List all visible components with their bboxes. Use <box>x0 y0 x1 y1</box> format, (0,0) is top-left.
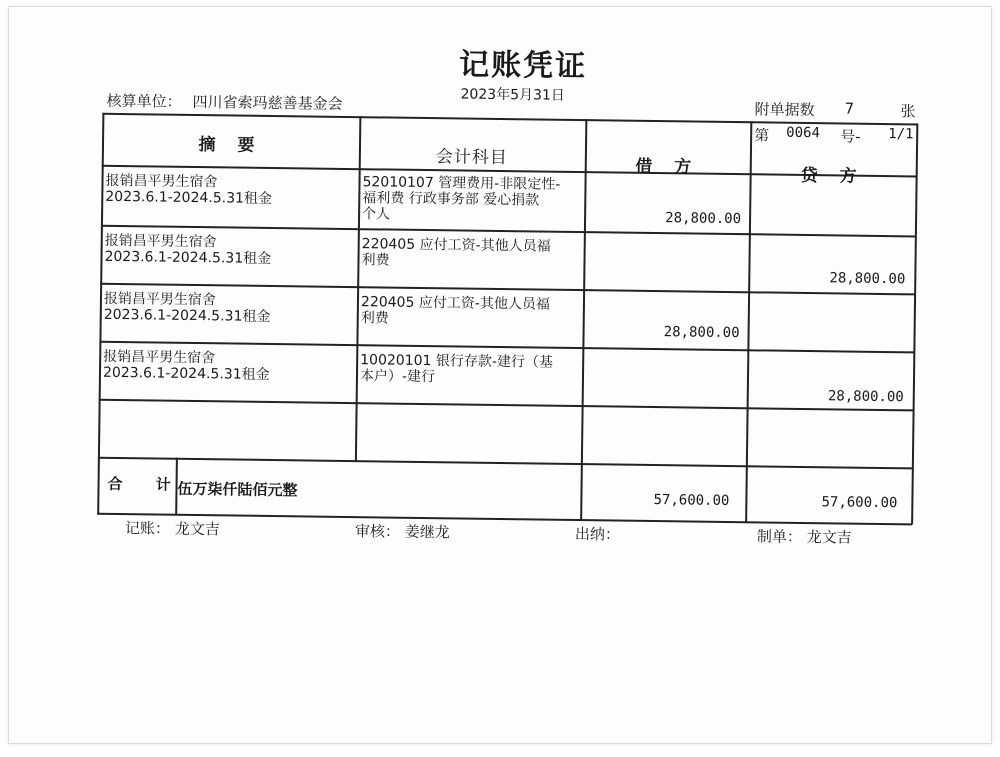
row-summary <box>104 291 271 325</box>
row-account <box>361 294 550 328</box>
table-row-divider <box>98 457 913 469</box>
row-debit-amount: 28,800.00 <box>591 209 741 227</box>
account-line: 利费 <box>361 310 550 328</box>
attachment-unit: 张 <box>900 100 915 121</box>
account-line: 10020101 银行存款-建行（基 <box>360 352 553 371</box>
summary-line: 2023.6.1-2024.5.31租金 <box>105 189 272 207</box>
bookkeeper-signature <box>125 517 220 539</box>
account-line: 个人 <box>362 206 560 225</box>
reviewer-label: 审核： <box>355 522 400 541</box>
row-debit-amount <box>589 385 739 387</box>
attachment-count: 7 <box>844 99 854 117</box>
account-line: 52010107 管理费用-非限定性- <box>362 174 560 193</box>
preparer-signature <box>757 525 852 547</box>
unit-value: 四川省索玛慈善基金会 <box>192 91 342 114</box>
account-line: 福利费 行政事务部 爱心捐款 <box>362 190 560 209</box>
bookkeeper-label: 记账： <box>125 519 170 538</box>
voucher-date: 2023年5月31日 <box>443 83 583 105</box>
row-account <box>361 236 550 270</box>
voucher-page: 1/1 <box>888 126 914 142</box>
row-account <box>360 352 553 387</box>
header-debit: 借 方 <box>585 151 750 178</box>
reviewer-signature <box>355 520 450 542</box>
summary-line: 报销昌平男生宿舍 <box>104 291 271 309</box>
cashier-signature <box>575 523 620 545</box>
account-line: 220405 应付工资-其他人员福 <box>361 294 550 312</box>
reviewer-name: 姜继龙 <box>405 523 450 542</box>
preparer-name: 龙文吉 <box>807 528 852 547</box>
unit-label: 核算单位： <box>106 90 181 112</box>
table-col-divider <box>580 119 587 520</box>
bookkeeper-name: 龙文吉 <box>175 520 220 539</box>
voucher-number-prefix: 第 <box>754 124 769 145</box>
row-credit-amount: 28,800.00 <box>754 387 904 405</box>
account-line: 220405 应付工资-其他人员福 <box>362 236 551 254</box>
row-debit-amount <box>590 267 740 269</box>
total-label: 合 计 <box>107 473 185 495</box>
row-summary <box>103 349 270 383</box>
attachment-label: 附单据数 <box>754 98 814 120</box>
summary-line: 2023.6.1-2024.5.31租金 <box>103 365 270 383</box>
total-debit: 57,600.00 <box>579 491 729 509</box>
row-debit-amount: 28,800.00 <box>589 323 739 341</box>
row-credit-amount <box>755 325 905 327</box>
summary-line: 报销昌平男生宿舍 <box>103 349 270 367</box>
summary-line: 报销昌平男生宿舍 <box>105 233 272 251</box>
voucher-number-suffix: 号- <box>840 125 861 146</box>
header-credit: 贷 方 <box>750 160 916 187</box>
summary-line: 2023.6.1-2024.5.31租金 <box>104 307 271 325</box>
header-account: 会计科目 <box>359 141 585 169</box>
cashier-label: 出纳： <box>575 525 620 544</box>
total-credit: 57,600.00 <box>747 493 897 511</box>
voucher-title: 记账凭证 <box>423 39 624 86</box>
row-credit-amount: 28,800.00 <box>755 269 905 287</box>
row-account <box>362 174 560 225</box>
summary-line: 报销昌平男生宿舍 <box>105 173 272 191</box>
preparer-label: 制单： <box>757 527 802 546</box>
row-summary <box>105 173 272 207</box>
voucher-number: 0064 <box>786 125 820 141</box>
header-summary: 摘 要 <box>102 129 359 157</box>
row-credit-amount <box>756 211 906 213</box>
voucher-table <box>4 0 1000 7</box>
row-summary <box>104 233 271 267</box>
account-line: 本户）-建行 <box>360 368 553 387</box>
account-line: 利费 <box>361 252 550 270</box>
summary-line: 2023.6.1-2024.5.31租金 <box>104 249 271 267</box>
total-amount-words: 伍万柒仟陆佰元整 <box>177 478 297 501</box>
